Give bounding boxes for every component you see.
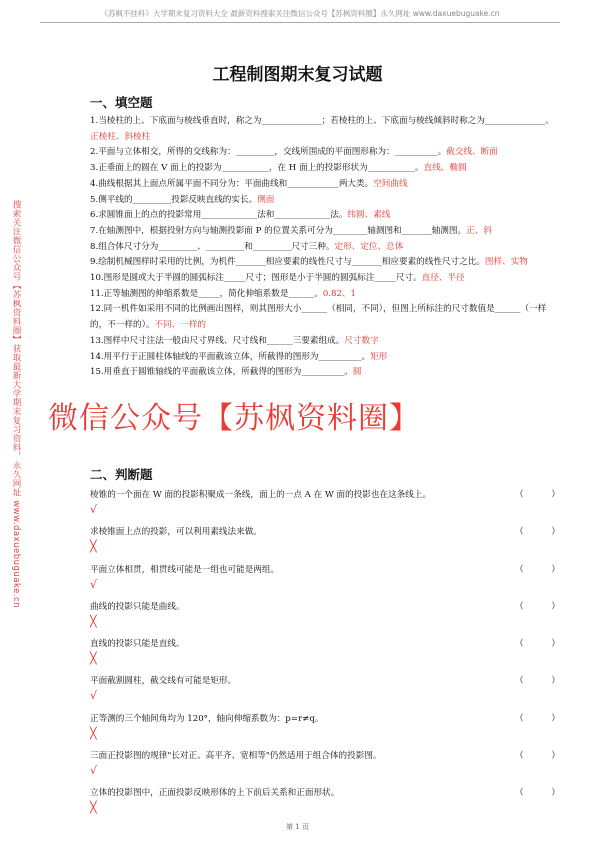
question-text: 1.当棱柱的上、下底面与棱线垂直时，称之为______________；若棱柱的上、下底面与棱线倾斜时称之为______________。 [90, 116, 554, 126]
judge-item [90, 746, 560, 783]
judge-item [90, 671, 560, 708]
answer-text: 矩形 [370, 351, 388, 362]
question-text: 12.同一机件如采用不同的比例画出图样，则其图形大小______（相同，不同），但图上所标注的尺寸数值是______（一样的，不一样的）。 [90, 304, 547, 331]
question-text: 平面立体相贯，相贯线可能是一组也可能是两组。 [90, 564, 280, 575]
watermark-overlay: 微信公众号【苏枫资料圈】 [48, 401, 420, 436]
question-text: 2.平面与立体相交，所得的交线称为：_________，交线所围成的平面图形称为：__________。 [90, 147, 447, 158]
answer-text: 纬圆、素线 [347, 210, 391, 221]
document-title: 工程制图期末复习试题 [212, 65, 383, 85]
answer-text: 尺寸数字 [344, 335, 379, 346]
answer-text: 正、斜 [466, 225, 492, 236]
answer-text: 0.82、1 [322, 288, 357, 299]
question-text: 三面正投影图的规律"长对正、高平齐、宽相等"仍然适用于组合体的投影图。 [90, 751, 382, 762]
cross-mark-icon: ╳ [90, 652, 97, 666]
fill-item [90, 255, 560, 271]
answer-text: 图样、实物 [484, 257, 528, 268]
cross-mark-icon: ╳ [90, 726, 97, 740]
section-heading-fill-blank: 一、填空题 [90, 95, 153, 110]
question-text: 8.组合体尺寸分为_________、_________和_________尺寸三种。 [90, 241, 335, 252]
answer-text: 圆 [352, 367, 362, 378]
answer-parentheses: （ ） [515, 751, 560, 762]
answer-parentheses: （ ） [515, 713, 560, 724]
side-watermark: 搜索关注微信公众号【苏枫资料圈】获取最新大学期末复习资料，永久网址 www.daxuebuguake.cn [11, 200, 21, 609]
check-mark-icon: √ [90, 577, 98, 591]
question-text: 棱锥的一个面在 W 面的投影积聚成一条线，面上的一点 A 在 W 面的投影也在这条线上。 [90, 490, 432, 500]
judge-item [90, 597, 560, 634]
fill-item [90, 287, 560, 303]
question-text: 直线的投影只能是直线。 [90, 639, 185, 650]
question-text: 7.在轴测图中，根据投射方向与轴测投影面 P 的位置关系可分为________轴测图和_______轴测图。 [90, 225, 467, 236]
true-false-list [90, 485, 560, 821]
question-text: 15.用垂直于圆锥轴线的平面截该立体，所截得的图形为__________。 [90, 367, 353, 378]
answer-text: 直径、半径 [421, 273, 465, 284]
fill-item [90, 334, 560, 350]
cross-mark-icon: ╳ [90, 614, 97, 628]
fill-item [90, 302, 560, 333]
section-heading-true-false: 二、判断题 [90, 467, 153, 482]
question-text: 正等测的三个轴间角均为 120°，轴向伸缩系数为：p=r≠q。 [90, 713, 324, 724]
fill-item [90, 271, 560, 287]
judge-item [90, 709, 560, 746]
judge-item [90, 634, 560, 671]
header-divider [40, 22, 560, 23]
question-text: 13.图样中尺寸注法一般由尺寸界线、尺寸线和______三要素组成。 [90, 335, 345, 346]
judge-item [90, 522, 560, 559]
cross-mark-icon: ╳ [90, 801, 97, 815]
answer-parentheses: （ ） [515, 490, 560, 500]
answer-text: 截交线、断面 [446, 147, 498, 158]
answer-text: 空间曲线 [373, 178, 408, 189]
question-text: 3.正垂面上的圆在 V 面上的投影为___________，在 H 面上的投影形状为___________。 [90, 163, 424, 174]
answer-parentheses: （ ） [515, 788, 560, 799]
question-text: 14.用平行于正圆柱体轴线的平面截该立体，所截得的图形为__________。 [90, 351, 371, 362]
answer-parentheses: （ ） [515, 676, 560, 687]
question-text: 5.侧平线的_________投影反映直线的实长。 [90, 194, 258, 205]
fill-item [90, 224, 560, 240]
answer-parentheses: （ ） [515, 564, 560, 575]
question-text: 6.求圆锥面上的点的投影常用_____________法和_____________法。 [90, 210, 348, 221]
judge-item [90, 560, 560, 597]
answer-text: 侧面 [257, 194, 275, 205]
fill-blank-list [90, 114, 560, 381]
answer-text: 直线、椭圆 [423, 163, 467, 174]
cross-mark-icon: ╳ [90, 540, 97, 554]
fill-item [90, 350, 560, 366]
question-text: 求棱锥面上点的投影，可以利用素线法来做。 [90, 527, 262, 538]
fill-item [90, 177, 560, 193]
fill-item [90, 208, 560, 224]
fill-item [90, 240, 560, 256]
question-text: 9.绘制机械图样时采用的比例，为机件_______相应要素的线性尺寸与_______相应要素的线性尺寸之比。 [90, 257, 485, 268]
check-mark-icon: √ [90, 689, 98, 703]
fill-item [90, 365, 560, 381]
question-text: 10.图形是圆或大于半圆的圆弧标注_____尺寸；图形是小于半圆的圆弧标注_____尺寸。 [90, 273, 422, 284]
question-text: 曲线的投影只能是曲线。 [90, 601, 185, 612]
judge-item [90, 783, 560, 820]
fill-item [90, 193, 560, 209]
answer-text: 定形、定位、总体 [334, 241, 404, 252]
page-footer: 第 1 页 [286, 823, 309, 831]
fill-item [90, 114, 560, 145]
answer-parentheses: （ ） [515, 527, 560, 538]
answer-parentheses: （ ） [515, 639, 560, 650]
judge-item [90, 485, 560, 522]
check-mark-icon: √ [90, 764, 98, 778]
fill-item [90, 161, 560, 177]
question-text: 平面截割圆柱，截交线有可能是矩形。 [90, 676, 237, 687]
question-text: 11.正等轴测图的伸缩系数是_____，简化伸缩系数是______。 [90, 288, 323, 299]
page-header: 《苏枫不挂科》大学期末复习资料大全 最新资料搜索关注微信公众号【苏枫资料圈】永久网址 www.daxuebuguake.cn [100, 9, 500, 18]
question-text: 4.曲线根据其上面点所属平面不同分为：平面曲线和____________两大类。 [90, 178, 374, 189]
answer-text: 不同、一样的 [154, 320, 207, 331]
answer-parentheses: （ ） [515, 601, 560, 612]
answer-text: 正棱柱、斜棱柱 [90, 131, 151, 142]
fill-item [90, 145, 560, 161]
question-text: 立体的投影图中，正面投影反映形体的上下前后关系和正面形状。 [90, 788, 340, 799]
check-mark-icon: √ [90, 503, 98, 516]
